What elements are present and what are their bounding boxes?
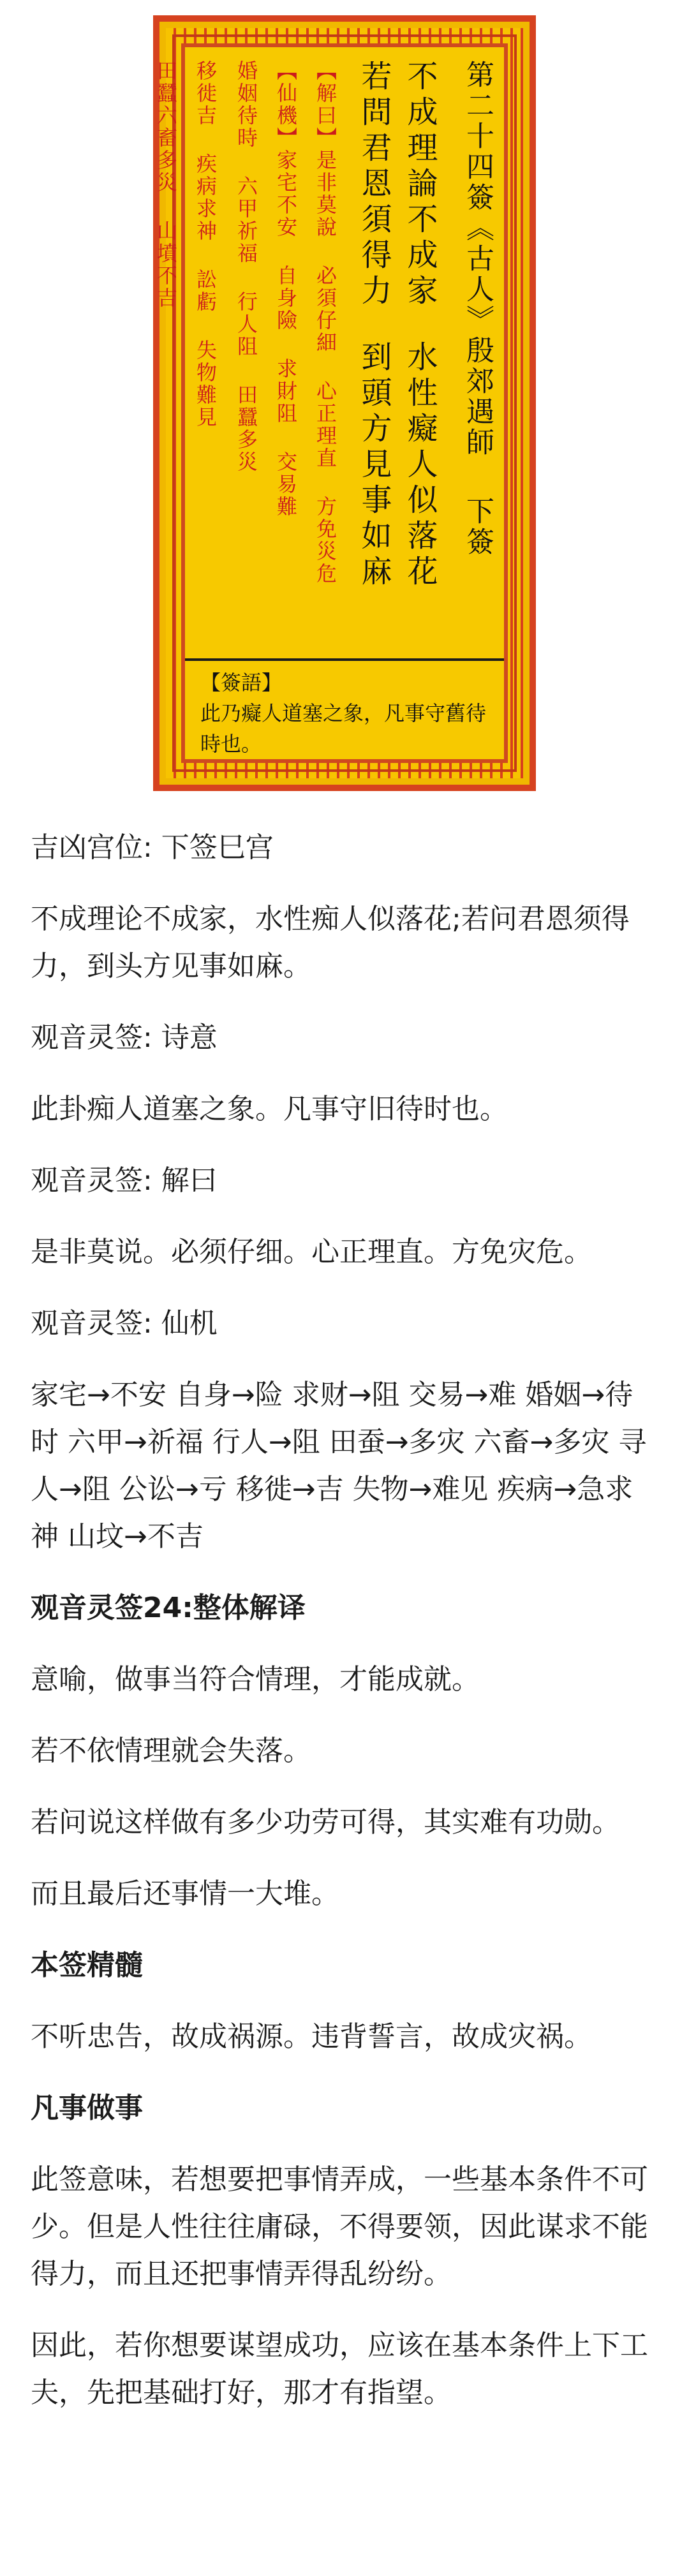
fortune-slip-card <box>153 15 536 791</box>
paragraph: 观音灵签: 解曰 <box>31 1164 218 1197</box>
slip-tip <box>200 667 489 759</box>
paragraph: 不成理论不成家，水性痴人似落花;若问君恩须得力，到头方见事如麻。 <box>31 903 630 982</box>
slip-verse-line-1: 不成理論不成家水性癡人似落花 <box>402 60 438 591</box>
slip-interpretation-col-2: 【仙機】家宅不安 自身險 求財阻 交易難 <box>274 60 298 518</box>
slip-divider <box>185 658 504 661</box>
slip-title: 第二十四簽《古人》殷郊遇師下簽 <box>461 60 494 558</box>
paragraph: 观音灵签: 仙机 <box>31 1307 218 1340</box>
section-heading: 本签精髓 <box>31 1949 143 1981</box>
paragraph: 不听忠告，故成祸源。违背誓言，故成灾祸。 <box>31 2020 592 2053</box>
section-heading: 观音灵签24:整体解译 <box>31 1592 306 1624</box>
slip-decorative-border <box>154 22 530 785</box>
slip-verse-line-2: 若問君恩須得力到頭方見事如麻 <box>356 60 392 591</box>
paragraph: 是非莫说。必须仔细。心正理直。方免灾危。 <box>31 1236 592 1268</box>
paragraph: 意喻，做事当符合情理，才能成就。 <box>31 1663 480 1696</box>
paragraph: 若问说这样做有多少功劳可得，其实难有功勋。 <box>31 1806 620 1839</box>
slip-tip-label: 【簽語】 <box>200 670 283 695</box>
paragraph: 此签意味，若想要把事情弄成，一些基本条件不可少。但是人性往往庸碌，不得要领，因此谋求不能得力，而且还把事情弄得乱纷纷。 <box>31 2163 648 2290</box>
slip-interpretation-col-3: 婚姻待時 六甲祈福 行人阻 田蠶多災 <box>234 60 258 473</box>
slip-interpretation-col-4: 移徙吉 疾病求神 訟虧 失物難見 <box>193 60 218 429</box>
slip-tip-text: 此乃癡人道塞之象，凡事守舊待時也。 <box>200 701 487 756</box>
paragraph: 此卦痴人道塞之象。凡事守旧待时也。 <box>31 1093 508 1125</box>
paragraph: 观音灵签: 诗意 <box>31 1021 218 1054</box>
paragraph: 家宅→不安 自身→险 求财→阻 交易→难 婚姻→待时 六甲→祈福 行人→阻 田蚕→多灾 六畜→多灾 寻人→阻 公讼→亏 移徙→吉 失物→难见 疾病→急求神 山坟→不吉 <box>31 1379 647 1553</box>
paragraph: 而且最后还事情一大堆。 <box>31 1877 339 1910</box>
paragraph: 吉凶宫位: 下签巳宫 <box>31 831 274 864</box>
paragraph: 因此，若你想要谋望成功，应该在基本条件上下工夫，先把基础打好，那才有指望。 <box>31 2329 648 2409</box>
paragraph: 若不依情理就会失落。 <box>31 1735 311 1767</box>
slip-interpretation-col-1: 【解曰】是非莫說 必須仔細 心正理直 方免災危 <box>313 60 337 585</box>
section-heading: 凡事做事 <box>31 2092 143 2124</box>
slip-verse-area <box>154 60 494 633</box>
slip-inner-panel <box>154 43 508 763</box>
article-body <box>31 824 658 2441</box>
slip-interpretation-col-5: 田蠶六畜多災 山墳不吉 <box>154 60 178 309</box>
